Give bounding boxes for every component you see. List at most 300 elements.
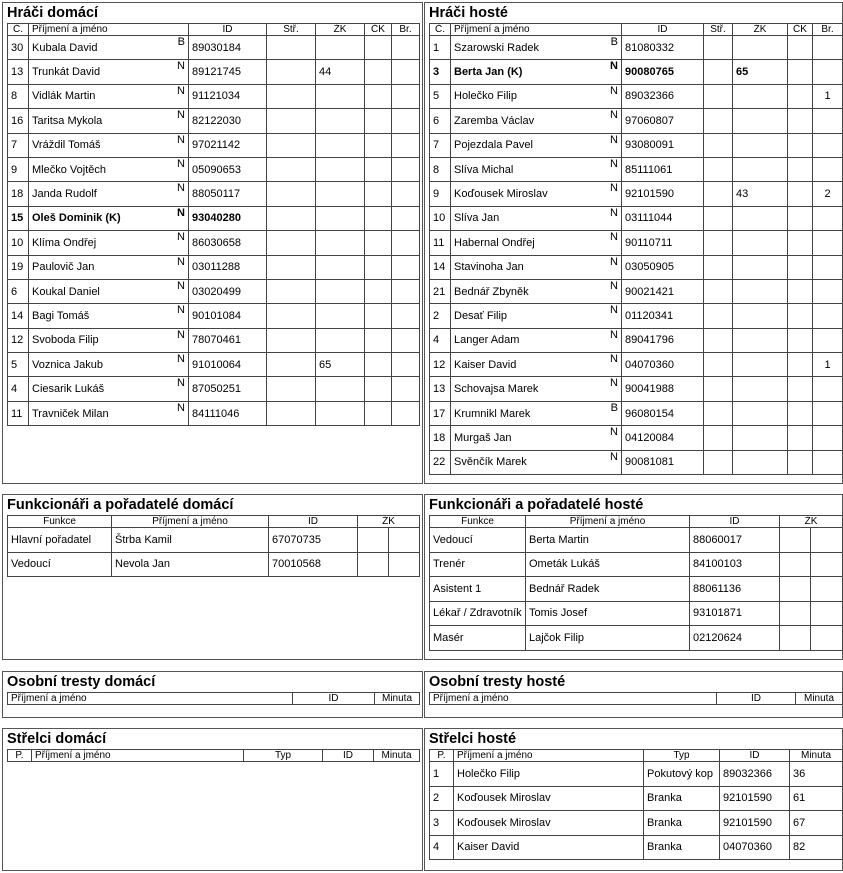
officials-away-title: Funkcionáři a pořadatelé hosté	[429, 497, 644, 513]
col-header-br: Br.	[813, 24, 843, 36]
player-name: Langer Adam	[454, 334, 520, 347]
player-number: 7	[430, 133, 451, 157]
player-goalkeeper-goals	[392, 304, 420, 328]
player-number: 10	[8, 231, 29, 255]
col-header-id: ID	[269, 516, 358, 528]
player-goalkeeper-goals	[392, 353, 420, 377]
player-name-cell	[29, 206, 189, 230]
player-goals	[704, 36, 733, 60]
officials-home-title: Funkcionáři a pořadatelé domácí	[7, 497, 234, 513]
scorer-minute: 61	[790, 786, 843, 811]
player-goals	[267, 157, 316, 181]
player-id: 96080154	[622, 401, 704, 425]
player-role: N	[177, 279, 185, 292]
player-name-cell	[451, 133, 622, 157]
table-row	[430, 279, 843, 303]
col-header-zk: ŽK	[358, 516, 420, 528]
player-goalkeeper-goals	[813, 206, 843, 230]
player-yellow-card	[316, 157, 365, 181]
player-yellow-card	[733, 426, 788, 450]
player-role: B	[610, 36, 618, 48]
table-row	[430, 835, 843, 860]
player-goals	[267, 279, 316, 303]
player-yellow-card	[733, 255, 788, 279]
player-goals	[267, 353, 316, 377]
player-goalkeeper-goals	[813, 279, 843, 303]
player-id: 91121034	[189, 84, 267, 108]
player-number: 5	[8, 353, 29, 377]
player-name-cell	[451, 157, 622, 181]
player-yellow-card	[733, 231, 788, 255]
table-header-row	[430, 693, 843, 705]
penalties-away-title: Osobní tresty hosté	[429, 674, 566, 690]
player-red-card	[365, 60, 392, 84]
player-yellow-card	[316, 182, 365, 206]
scorer-type: Branka	[644, 835, 720, 860]
player-goalkeeper-goals	[392, 206, 420, 230]
official-yellow-card-2	[811, 601, 843, 626]
player-name: Slíva Michal	[454, 163, 514, 176]
player-number: 1	[430, 36, 451, 60]
player-name-cell	[29, 84, 189, 108]
table-row	[430, 231, 843, 255]
player-goals	[704, 206, 733, 230]
table-row	[430, 182, 843, 206]
player-yellow-card	[733, 84, 788, 108]
player-id: 90110711	[622, 231, 704, 255]
player-name-cell	[451, 279, 622, 303]
player-id: 90081081	[622, 450, 704, 474]
player-name: Zaremba Václav	[454, 114, 535, 127]
table-row	[430, 255, 843, 279]
player-goals	[704, 450, 733, 474]
players-home-table	[7, 23, 420, 426]
scorer-type: Pokutový kop	[644, 762, 720, 787]
player-goalkeeper-goals	[392, 157, 420, 181]
player-role: N	[610, 304, 618, 317]
player-red-card	[365, 328, 392, 352]
player-red-card	[788, 109, 813, 133]
official-yellow-card-2	[811, 626, 843, 651]
player-name-cell	[451, 353, 622, 377]
player-id: 81080332	[622, 36, 704, 60]
player-red-card	[788, 255, 813, 279]
col-header-function: Funkce	[430, 516, 526, 528]
player-yellow-card	[733, 353, 788, 377]
players-away-panel	[424, 2, 843, 484]
player-id: 84111046	[189, 401, 267, 425]
player-role: N	[610, 109, 618, 122]
player-red-card	[788, 304, 813, 328]
player-role: B	[177, 36, 185, 48]
official-function: Vedoucí	[8, 552, 112, 577]
player-goalkeeper-goals	[813, 157, 843, 181]
player-id: 89041796	[622, 328, 704, 352]
player-yellow-card	[733, 36, 788, 60]
player-red-card	[365, 353, 392, 377]
official-yellow-card-1	[780, 601, 811, 626]
player-goalkeeper-goals	[392, 60, 420, 84]
player-name-cell	[29, 60, 189, 84]
table-row	[430, 528, 843, 553]
col-header-minute: Minuta	[374, 750, 420, 762]
scorer-name: Koďousek Miroslav	[454, 811, 644, 836]
player-goals	[267, 182, 316, 206]
scorer-type: Branka	[644, 811, 720, 836]
table-row	[430, 626, 843, 651]
player-number: 14	[8, 304, 29, 328]
player-number: 13	[8, 60, 29, 84]
player-red-card	[788, 353, 813, 377]
player-role: N	[610, 84, 618, 97]
player-name-cell	[451, 36, 622, 60]
player-role: N	[177, 255, 185, 268]
official-name: Nevola Jan	[112, 552, 269, 577]
player-goalkeeper-goals: 1	[813, 84, 843, 108]
table-row	[8, 328, 420, 352]
table-row	[430, 60, 843, 84]
player-red-card	[365, 401, 392, 425]
table-row	[430, 206, 843, 230]
player-name-cell	[29, 401, 189, 425]
player-red-card	[365, 304, 392, 328]
player-red-card	[365, 109, 392, 133]
player-yellow-card	[733, 401, 788, 425]
col-header-name: Příjmení a jméno	[526, 516, 690, 528]
player-red-card	[788, 401, 813, 425]
official-function: Asistent 1	[430, 577, 526, 602]
col-header-type: Typ	[644, 750, 720, 762]
player-red-card	[365, 157, 392, 181]
penalties-home-panel	[2, 671, 423, 718]
official-name: Štrba Kamil	[112, 528, 269, 553]
col-header-type: Typ	[244, 750, 323, 762]
player-role: N	[610, 353, 618, 366]
official-yellow-card-1	[780, 552, 811, 577]
scorer-order: 2	[430, 786, 454, 811]
table-row	[430, 377, 843, 401]
player-id: 89032366	[622, 84, 704, 108]
player-yellow-card	[316, 401, 365, 425]
player-name-cell	[29, 157, 189, 181]
official-function: Vedoucí	[430, 528, 526, 553]
player-role: N	[610, 182, 618, 195]
player-name-cell	[451, 328, 622, 352]
player-goals	[704, 353, 733, 377]
table-header-row	[430, 516, 843, 528]
table-row	[8, 401, 420, 425]
player-name: Oleš Dominik (K)	[32, 212, 121, 225]
player-number: 22	[430, 450, 451, 474]
player-yellow-card	[316, 231, 365, 255]
player-number: 7	[8, 133, 29, 157]
player-name: Szarowski Radek	[454, 41, 539, 54]
player-name-cell	[451, 206, 622, 230]
table-header-row	[430, 24, 843, 36]
player-number: 14	[430, 255, 451, 279]
player-red-card	[788, 279, 813, 303]
player-goals	[704, 279, 733, 303]
player-name-cell	[451, 377, 622, 401]
official-yellow-card-1	[780, 528, 811, 553]
player-number: 13	[430, 377, 451, 401]
table-row	[8, 60, 420, 84]
player-red-card	[365, 255, 392, 279]
table-row	[430, 426, 843, 450]
scorer-order: 1	[430, 762, 454, 787]
player-id: 92101590	[622, 182, 704, 206]
player-number: 6	[430, 109, 451, 133]
table-row	[430, 401, 843, 425]
officials-home-table	[7, 515, 420, 577]
table-row	[430, 601, 843, 626]
player-name: Kubala David	[32, 41, 98, 54]
player-number: 21	[430, 279, 451, 303]
official-yellow-card-1	[358, 552, 389, 577]
col-header-br: Br.	[392, 24, 420, 36]
player-red-card	[788, 133, 813, 157]
scorer-minute: 82	[790, 835, 843, 860]
player-role: N	[610, 328, 618, 341]
player-id: 04120084	[622, 426, 704, 450]
player-number: 10	[430, 206, 451, 230]
player-name: Koďousek Miroslav	[454, 188, 548, 201]
player-goalkeeper-goals	[813, 304, 843, 328]
player-yellow-card	[733, 133, 788, 157]
player-yellow-card	[733, 377, 788, 401]
player-goals	[704, 328, 733, 352]
player-name: Taritsa Mykola	[32, 114, 103, 127]
table-row	[430, 157, 843, 181]
player-number: 17	[430, 401, 451, 425]
player-role: B	[610, 401, 618, 414]
scorers-home-title: Střelci domácí	[7, 731, 107, 747]
player-goals	[267, 304, 316, 328]
player-goals	[704, 157, 733, 181]
player-red-card	[788, 450, 813, 474]
player-name: Vráždil Tomáš	[32, 139, 101, 152]
table-row	[430, 304, 843, 328]
player-red-card	[365, 84, 392, 108]
col-header-minute: Minuta	[796, 693, 843, 705]
player-role: N	[177, 206, 185, 219]
player-red-card	[365, 182, 392, 206]
player-yellow-card	[733, 157, 788, 181]
player-goalkeeper-goals	[392, 133, 420, 157]
player-role: N	[177, 401, 185, 414]
player-number: 12	[430, 353, 451, 377]
player-yellow-card	[733, 328, 788, 352]
player-name: Voznica Jakub	[32, 358, 103, 371]
player-goalkeeper-goals	[813, 60, 843, 84]
player-goalkeeper-goals	[392, 279, 420, 303]
penalties-away-panel	[424, 671, 843, 718]
player-goalkeeper-goals	[392, 231, 420, 255]
table-row	[430, 133, 843, 157]
player-goalkeeper-goals	[392, 182, 420, 206]
players-away-rows	[430, 36, 843, 475]
official-name: Ometák Lukáš	[526, 552, 690, 577]
player-red-card	[788, 182, 813, 206]
player-name-cell	[29, 304, 189, 328]
player-number: 8	[8, 84, 29, 108]
player-role: N	[610, 426, 618, 439]
player-yellow-card: 43	[733, 182, 788, 206]
penalties-away-table	[429, 692, 843, 705]
player-goals	[704, 426, 733, 450]
scorer-name: Holečko Filip	[454, 762, 644, 787]
officials-away-table	[429, 515, 843, 651]
player-goals	[704, 231, 733, 255]
players-away-title: Hráči hosté	[429, 5, 508, 21]
player-goalkeeper-goals	[813, 133, 843, 157]
player-role: N	[610, 255, 618, 268]
official-function: Masér	[430, 626, 526, 651]
player-goalkeeper-goals	[392, 36, 420, 60]
player-role: N	[177, 328, 185, 341]
player-number: 9	[430, 182, 451, 206]
official-id: 02120624	[690, 626, 780, 651]
table-row	[8, 353, 420, 377]
player-goalkeeper-goals	[813, 36, 843, 60]
player-name: Berta Jan (K)	[454, 66, 523, 79]
col-header-ck: ČK	[788, 24, 813, 36]
player-name: Murgaš Jan	[454, 431, 512, 444]
player-number: 6	[8, 279, 29, 303]
player-goalkeeper-goals	[813, 231, 843, 255]
player-red-card	[788, 36, 813, 60]
table-header-row	[430, 750, 843, 762]
table-row	[8, 84, 420, 108]
table-row	[430, 577, 843, 602]
table-row	[430, 762, 843, 787]
player-role: N	[610, 450, 618, 463]
scorer-id: 04070360	[720, 835, 790, 860]
player-name-cell	[29, 255, 189, 279]
player-goalkeeper-goals	[813, 401, 843, 425]
player-goals	[704, 60, 733, 84]
player-goals	[267, 206, 316, 230]
col-header-no: Č.	[430, 24, 451, 36]
official-id: 67070735	[269, 528, 358, 553]
player-name: Svěnčík Marek	[454, 456, 527, 469]
official-function: Hlavní pořadatel	[8, 528, 112, 553]
player-yellow-card	[733, 109, 788, 133]
player-name-cell	[29, 182, 189, 206]
player-name-cell	[451, 182, 622, 206]
player-name-cell	[451, 401, 622, 425]
player-goalkeeper-goals	[813, 450, 843, 474]
player-name: Krumnikl Marek	[454, 407, 531, 420]
col-header-id: ID	[690, 516, 780, 528]
player-yellow-card	[316, 328, 365, 352]
col-header-id: ID	[622, 24, 704, 36]
player-goals	[704, 304, 733, 328]
scorer-minute: 67	[790, 811, 843, 836]
col-header-name: Příjmení a jméno	[451, 24, 622, 36]
scorer-name: Kaiser David	[454, 835, 644, 860]
player-role: N	[610, 231, 618, 244]
penalties-home-title: Osobní tresty domácí	[7, 674, 156, 690]
player-goals	[267, 84, 316, 108]
player-red-card	[788, 157, 813, 181]
col-header-name: Příjmení a jméno	[112, 516, 269, 528]
scorer-name: Koďousek Miroslav	[454, 786, 644, 811]
player-goalkeeper-goals	[392, 84, 420, 108]
player-role: N	[610, 60, 618, 73]
player-yellow-card	[316, 279, 365, 303]
player-yellow-card	[316, 109, 365, 133]
player-goalkeeper-goals	[813, 426, 843, 450]
player-yellow-card	[316, 84, 365, 108]
table-row	[8, 552, 420, 577]
table-row	[430, 109, 843, 133]
official-function: Lékař / Zdravotník	[430, 601, 526, 626]
player-number: 11	[8, 401, 29, 425]
player-id: 90041988	[622, 377, 704, 401]
player-number: 8	[430, 157, 451, 181]
scorer-id: 92101590	[720, 811, 790, 836]
official-id: 93101871	[690, 601, 780, 626]
col-header-name: Příjmení a jméno	[430, 693, 717, 705]
player-name: Pojezdala Pavel	[454, 139, 533, 152]
col-header-zk: ŽK	[316, 24, 365, 36]
table-row	[8, 36, 420, 60]
player-red-card	[365, 377, 392, 401]
players-away-table	[429, 23, 843, 475]
player-red-card	[788, 231, 813, 255]
table-row	[430, 36, 843, 60]
col-header-name: Příjmení a jméno	[454, 750, 644, 762]
table-row	[8, 304, 420, 328]
official-yellow-card-2	[389, 528, 420, 553]
official-name: Bednář Radek	[526, 577, 690, 602]
col-header-id: ID	[323, 750, 374, 762]
officials-away-rows	[430, 528, 843, 651]
player-goals	[704, 401, 733, 425]
player-name: Vidlák Martin	[32, 90, 96, 103]
player-number: 4	[8, 377, 29, 401]
player-id: 91010064	[189, 353, 267, 377]
table-row	[8, 528, 420, 553]
player-name: Slíva Jan	[454, 212, 500, 225]
col-header-minute: Minuta	[375, 693, 420, 705]
table-row	[8, 133, 420, 157]
player-red-card	[365, 36, 392, 60]
table-row	[8, 255, 420, 279]
player-role: N	[177, 84, 185, 97]
player-name: Koukal Daniel	[32, 285, 100, 298]
player-role: N	[177, 133, 185, 146]
player-id: 88050117	[189, 182, 267, 206]
player-yellow-card	[316, 377, 365, 401]
player-yellow-card	[316, 304, 365, 328]
player-yellow-card: 44	[316, 60, 365, 84]
player-id: 86030658	[189, 231, 267, 255]
player-goalkeeper-goals	[392, 401, 420, 425]
col-header-id: ID	[717, 693, 796, 705]
table-row	[430, 450, 843, 474]
player-number: 9	[8, 157, 29, 181]
col-header-name: Příjmení a jméno	[29, 24, 189, 36]
player-goals	[267, 377, 316, 401]
official-yellow-card-2	[811, 528, 843, 553]
player-yellow-card	[733, 450, 788, 474]
player-name: Schovajsa Marek	[454, 383, 539, 396]
official-id: 84100103	[690, 552, 780, 577]
player-red-card	[788, 206, 813, 230]
col-header-id: ID	[720, 750, 790, 762]
